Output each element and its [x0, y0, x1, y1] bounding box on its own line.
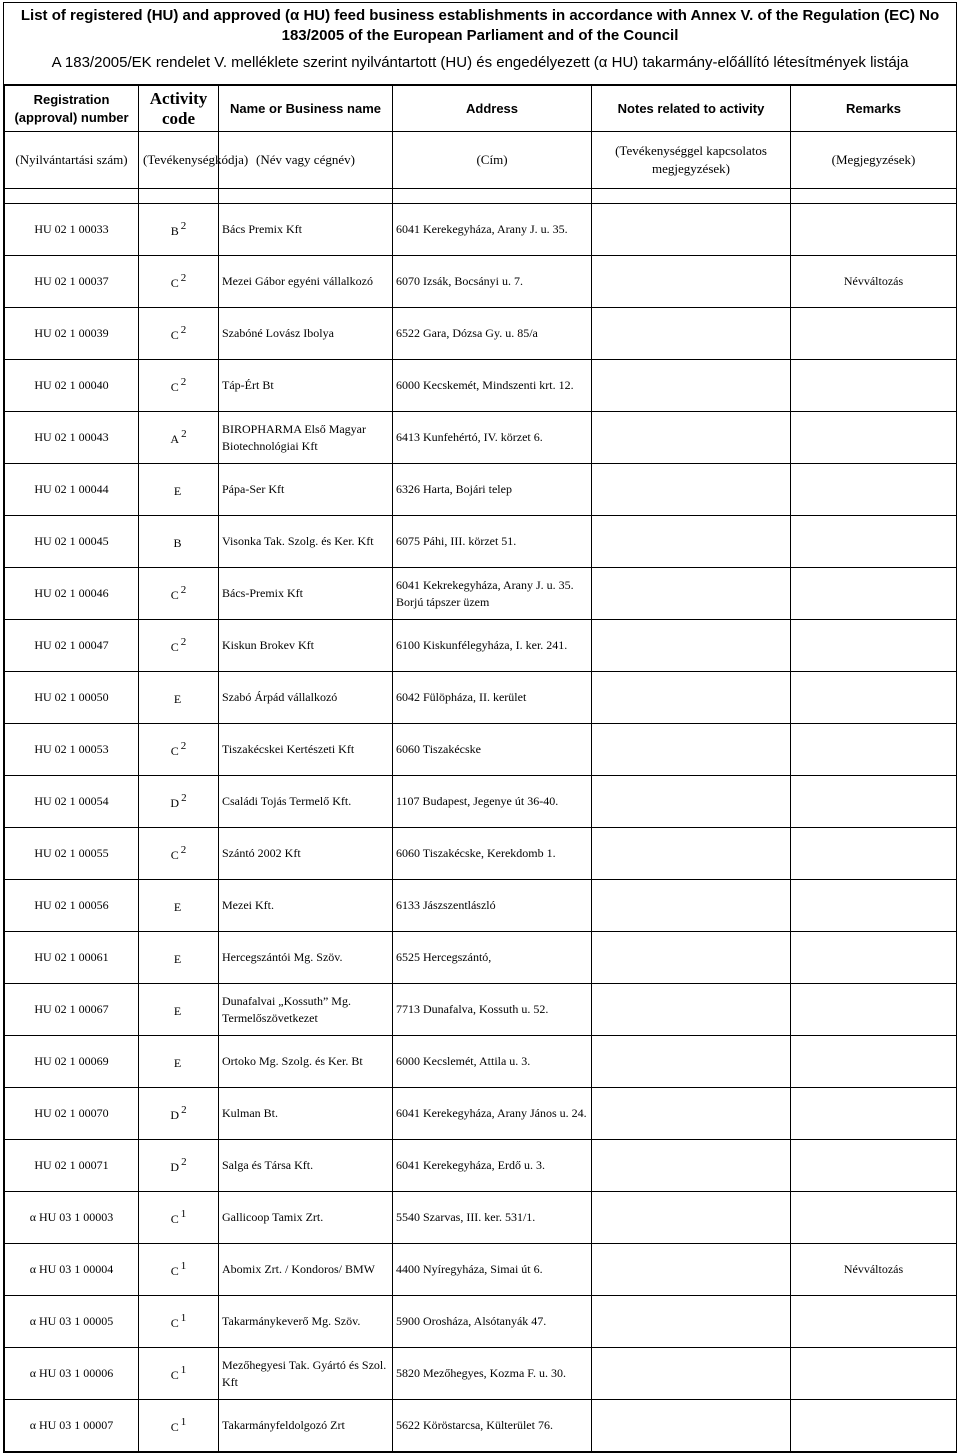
notes-cell — [592, 1400, 791, 1452]
notes-cell — [592, 984, 791, 1036]
activity-code-category: 1 — [180, 1416, 187, 1428]
business-name-cell: Kulman Bt. — [219, 1088, 393, 1140]
notes-cell — [592, 932, 791, 984]
registration-number-cell: HU 02 1 00045 — [5, 516, 139, 568]
activity-code-cell — [139, 932, 219, 984]
address-cell: 1107 Budapest, Jegenye út 36-40. — [393, 776, 592, 828]
registration-number-cell: HU 02 1 00044 — [5, 464, 139, 516]
activity-code-letter: C — [170, 1368, 179, 1382]
business-name-cell: Szántó 2002 Kft — [219, 828, 393, 880]
table-row — [5, 1244, 957, 1296]
registration-number-cell: HU 02 1 00069 — [5, 1036, 139, 1088]
business-name-cell: Pápa-Ser Kft — [219, 464, 393, 516]
activity-code-letter: E — [173, 1004, 182, 1018]
remarks-cell: Névváltozás — [791, 1244, 957, 1296]
business-name-cell: Takarmányfeldolgozó Zrt — [219, 1400, 393, 1452]
activity-code-category: 2 — [180, 272, 187, 284]
header-notes: Notes related to activity — [592, 86, 791, 132]
registration-number-cell: HU 02 1 00055 — [5, 828, 139, 880]
address-cell: 6041 Kerekegyháza, Arany János u. 24. — [393, 1088, 592, 1140]
notes-cell — [592, 256, 791, 308]
remarks-cell — [791, 932, 957, 984]
table-row — [5, 1036, 957, 1088]
registration-number-cell: α HU 03 1 00007 — [5, 1400, 139, 1452]
activity-code-category: 2 — [181, 1104, 187, 1116]
title-hungarian: A 183/2005/EK rendelet V. melléklete szerint nyilvántartott (HU) és engedélyezett (α HU) takarmány-előállító létesítmények listája — [51, 54, 909, 71]
notes-cell — [592, 1348, 791, 1400]
activity-code-category: 2 — [180, 740, 187, 752]
business-name-cell: Salga és Társa Kft. — [219, 1140, 393, 1192]
table-row — [5, 984, 957, 1036]
notes-cell — [592, 1036, 791, 1088]
activity-code-category: 2 — [181, 1156, 187, 1168]
remarks-cell — [791, 724, 957, 776]
activity-code-cell — [139, 360, 219, 412]
header-remarks: Remarks — [791, 86, 957, 132]
notes-cell — [592, 464, 791, 516]
activity-code-letter: E — [173, 952, 182, 966]
registration-number-cell: HU 02 1 00043 — [5, 412, 139, 464]
table-row — [5, 880, 957, 932]
registration-number-cell: HU 02 1 00033 — [5, 204, 139, 256]
address-cell: 6133 Jászszentlászló — [393, 880, 592, 932]
activity-code-letter: A — [170, 432, 180, 446]
activity-code-cell — [139, 1296, 219, 1348]
header-registration-hu: (Nyilvántartási szám) — [5, 132, 139, 189]
notes-cell — [592, 724, 791, 776]
table-row — [5, 1348, 957, 1400]
activity-code-category: 2 — [180, 636, 187, 648]
business-name-cell: Visonka Tak. Szolg. és Ker. Kft — [219, 516, 393, 568]
activity-code-letter: E — [173, 1056, 182, 1070]
business-name-cell: Családi Tojás Termelő Kft. — [219, 776, 393, 828]
table-row — [5, 308, 957, 360]
address-cell: 6000 Kecskemét, Mindszenti krt. 12. — [393, 360, 592, 412]
registration-number-cell: HU 02 1 00046 — [5, 568, 139, 620]
table-row — [5, 1088, 957, 1140]
activity-code-cell — [139, 776, 219, 828]
activity-code-letter: D — [170, 796, 180, 810]
activity-code-cell — [139, 1348, 219, 1400]
registration-number-cell: HU 02 1 00067 — [5, 984, 139, 1036]
header-address-hu: (Cím) — [393, 132, 592, 189]
address-cell: 6525 Hercegszántó, — [393, 932, 592, 984]
activity-code-cell — [139, 828, 219, 880]
table-row — [5, 620, 957, 672]
business-name-cell: Tiszakécskei Kertészeti Kft — [219, 724, 393, 776]
header-name-hu: (Név vagy cégnév) — [219, 132, 393, 189]
activity-code-category: 1 — [180, 1208, 187, 1220]
address-cell: 6000 Kecslemét, Attila u. 3. — [393, 1036, 592, 1088]
address-cell: 6060 Tiszakécske, Kerekdomb 1. — [393, 828, 592, 880]
table-row — [5, 464, 957, 516]
activity-code-letter: C — [170, 276, 179, 290]
table-row — [5, 724, 957, 776]
remarks-cell — [791, 1088, 957, 1140]
table-row — [5, 672, 957, 724]
activity-code-cell — [139, 308, 219, 360]
header-registration: Registration (approval) number — [5, 86, 139, 132]
remarks-cell — [791, 568, 957, 620]
address-cell: 5820 Mezőhegyes, Kozma F. u. 30. — [393, 1348, 592, 1400]
business-name-cell: Abomix Zrt. / Kondoros/ BMW — [219, 1244, 393, 1296]
header-activity-hu: (Tevékenységkódja) — [139, 132, 219, 189]
notes-cell — [592, 204, 791, 256]
business-name-cell: Ortoko Mg. Szolg. és Ker. Bt — [219, 1036, 393, 1088]
activity-code-cell — [139, 1244, 219, 1296]
registration-number-cell: HU 02 1 00071 — [5, 1140, 139, 1192]
business-name-cell: Bács Premix Kft — [219, 204, 393, 256]
activity-code-cell — [139, 204, 219, 256]
business-name-cell: Mezei Kft. — [219, 880, 393, 932]
registration-number-cell: HU 02 1 00054 — [5, 776, 139, 828]
table-row — [5, 412, 957, 464]
activity-code-letter: D — [170, 1108, 180, 1122]
remarks-cell — [791, 464, 957, 516]
address-cell: 7713 Dunafalva, Kossuth u. 52. — [393, 984, 592, 1036]
table-row — [5, 776, 957, 828]
address-cell: 5900 Orosháza, Alsótanyák 47. — [393, 1296, 592, 1348]
registration-number-cell: HU 02 1 00053 — [5, 724, 139, 776]
address-cell: 6522 Gara, Dózsa Gy. u. 85/a — [393, 308, 592, 360]
activity-code-letter: C — [170, 640, 179, 654]
notes-cell — [592, 1296, 791, 1348]
registration-number-cell: HU 02 1 00037 — [5, 256, 139, 308]
remarks-cell — [791, 620, 957, 672]
business-name-cell: Táp-Ért Bt — [219, 360, 393, 412]
title-block — [4, 3, 956, 85]
activity-code-letter: C — [170, 588, 179, 602]
remarks-cell — [791, 360, 957, 412]
registration-number-cell: α HU 03 1 00005 — [5, 1296, 139, 1348]
activity-code-category: 2 — [180, 584, 187, 596]
header-notes-hu: (Tevékenységgel kapcsolatos megjegyzések) — [592, 132, 791, 189]
remarks-cell — [791, 1140, 957, 1192]
document-page — [3, 2, 957, 1453]
address-cell: 6041 Kerekegyháza, Arany J. u. 35. — [393, 204, 592, 256]
registration-number-cell: HU 02 1 00039 — [5, 308, 139, 360]
activity-code-letter: C — [170, 1264, 179, 1278]
activity-code-cell — [139, 1036, 219, 1088]
activity-code-letter: D — [170, 1160, 180, 1174]
activity-code-letter: C — [170, 380, 179, 394]
notes-cell — [592, 516, 791, 568]
business-name-cell: Mezei Gábor egyéni vállalkozó — [219, 256, 393, 308]
activity-code-cell — [139, 1400, 219, 1452]
notes-cell — [592, 1088, 791, 1140]
address-cell: 6041 Kekrekegyháza, Arany J. u. 35. Borjú tápszer üzem — [393, 568, 592, 620]
activity-code-cell — [139, 672, 219, 724]
activity-code-cell — [139, 256, 219, 308]
activity-code-cell — [139, 464, 219, 516]
remarks-cell — [791, 1400, 957, 1452]
activity-code-category: 1 — [180, 1260, 187, 1272]
header-activity: Activity code — [139, 86, 219, 132]
table-row — [5, 256, 957, 308]
establishments-table — [4, 85, 957, 1452]
activity-code-category: 2 — [180, 376, 187, 388]
table-row — [5, 568, 957, 620]
notes-cell — [592, 828, 791, 880]
activity-code-category: 2 — [180, 324, 187, 336]
notes-cell — [592, 1140, 791, 1192]
business-name-cell: Kiskun Brokev Kft — [219, 620, 393, 672]
address-cell: 6060 Tiszakécske — [393, 724, 592, 776]
header-row-english — [5, 86, 957, 132]
table-row — [5, 828, 957, 880]
remarks-cell: Névváltozás — [791, 256, 957, 308]
address-cell: 5622 Köröstarcsa, Külterület 76. — [393, 1400, 592, 1452]
activity-code-category: 1 — [180, 1364, 187, 1376]
notes-cell — [592, 360, 791, 412]
notes-cell — [592, 672, 791, 724]
registration-number-cell: α HU 03 1 00003 — [5, 1192, 139, 1244]
address-cell: 6100 Kiskunfélegyháza, I. ker. 241. — [393, 620, 592, 672]
remarks-cell — [791, 672, 957, 724]
title-english: List of registered (HU) and approved (α HU) feed business establishments in accordance with Annex V. of the Regulation (EC) No 183/2005 of the European Parliament and of the Council — [20, 7, 940, 44]
table-row — [5, 204, 957, 256]
activity-code-category: 2 — [180, 220, 187, 232]
activity-code-category: 2 — [180, 844, 187, 856]
activity-code-cell — [139, 620, 219, 672]
activity-code-cell — [139, 516, 219, 568]
activity-code-letter: C — [170, 848, 179, 862]
activity-code-category: 2 — [181, 792, 187, 804]
activity-code-category: 2 — [181, 428, 187, 440]
remarks-cell — [791, 1296, 957, 1348]
business-name-cell: Szabóné Lovász Ibolya — [219, 308, 393, 360]
business-name-cell: Szabó Árpád vállalkozó — [219, 672, 393, 724]
address-cell: 5540 Szarvas, III. ker. 531/1. — [393, 1192, 592, 1244]
activity-code-letter: C — [170, 1316, 179, 1330]
remarks-cell — [791, 412, 957, 464]
activity-code-letter: B — [170, 224, 179, 238]
address-cell: 6075 Páhi, III. körzet 51. — [393, 516, 592, 568]
activity-code-cell — [139, 984, 219, 1036]
business-name-cell: BIROPHARMA Első Magyar Biotechnológiai Kft — [219, 412, 393, 464]
remarks-cell — [791, 1036, 957, 1088]
table-row — [5, 1192, 957, 1244]
registration-number-cell: HU 02 1 00040 — [5, 360, 139, 412]
address-cell: 6413 Kunfehértó, IV. körzet 6. — [393, 412, 592, 464]
header-spacer — [5, 189, 957, 204]
activity-code-letter: C — [170, 1420, 179, 1434]
activity-code-letter: C — [170, 744, 179, 758]
remarks-cell — [791, 984, 957, 1036]
header-row-hungarian — [5, 132, 957, 189]
notes-cell — [592, 412, 791, 464]
notes-cell — [592, 1244, 791, 1296]
business-name-cell: Gallicoop Tamix Zrt. — [219, 1192, 393, 1244]
notes-cell — [592, 568, 791, 620]
address-cell: 6070 Izsák, Bocsányi u. 7. — [393, 256, 592, 308]
notes-cell — [592, 308, 791, 360]
activity-code-cell — [139, 880, 219, 932]
address-cell: 6042 Fülöpháza, II. kerület — [393, 672, 592, 724]
remarks-cell — [791, 828, 957, 880]
table-row — [5, 360, 957, 412]
table-row — [5, 932, 957, 984]
activity-code-cell — [139, 1192, 219, 1244]
address-cell: 6041 Kerekegyháza, Erdő u. 3. — [393, 1140, 592, 1192]
registration-number-cell: HU 02 1 00070 — [5, 1088, 139, 1140]
table-row — [5, 516, 957, 568]
activity-code-letter: C — [170, 328, 179, 342]
registration-number-cell: α HU 03 1 00006 — [5, 1348, 139, 1400]
registration-number-cell: HU 02 1 00047 — [5, 620, 139, 672]
remarks-cell — [791, 1348, 957, 1400]
notes-cell — [592, 880, 791, 932]
activity-code-letter: E — [173, 900, 182, 914]
table-row — [5, 1400, 957, 1452]
table-row — [5, 1296, 957, 1348]
activity-code-cell — [139, 412, 219, 464]
business-name-cell: Mezőhegyesi Tak. Gyártó és Szol. Kft — [219, 1348, 393, 1400]
activity-code-cell — [139, 1088, 219, 1140]
business-name-cell: Dunafalvai „Kossuth” Mg. Termelőszövetkezet — [219, 984, 393, 1036]
remarks-cell — [791, 1192, 957, 1244]
business-name-cell: Hercegszántói Mg. Szöv. — [219, 932, 393, 984]
address-cell: 4400 Nyíregyháza, Simai út 6. — [393, 1244, 592, 1296]
remarks-cell — [791, 880, 957, 932]
address-cell: 6326 Harta, Bojári telep — [393, 464, 592, 516]
activity-code-letter: B — [173, 536, 182, 550]
header-name: Name or Business name — [219, 86, 393, 132]
registration-number-cell: α HU 03 1 00004 — [5, 1244, 139, 1296]
notes-cell — [592, 620, 791, 672]
header-remarks-hu: (Megjegyzések) — [791, 132, 957, 189]
table-row — [5, 1140, 957, 1192]
remarks-cell — [791, 204, 957, 256]
activity-code-letter: E — [173, 692, 182, 706]
remarks-cell — [791, 308, 957, 360]
activity-code-category: 1 — [180, 1312, 187, 1324]
notes-cell — [592, 776, 791, 828]
registration-number-cell: HU 02 1 00050 — [5, 672, 139, 724]
activity-code-letter: E — [173, 484, 182, 498]
activity-code-cell — [139, 1140, 219, 1192]
activity-code-cell — [139, 568, 219, 620]
remarks-cell — [791, 776, 957, 828]
activity-code-letter: C — [170, 1212, 179, 1226]
business-name-cell: Bács-Premix Kft — [219, 568, 393, 620]
header-address: Address — [393, 86, 592, 132]
registration-number-cell: HU 02 1 00056 — [5, 880, 139, 932]
activity-code-cell — [139, 724, 219, 776]
registration-number-cell: HU 02 1 00061 — [5, 932, 139, 984]
table-body — [5, 204, 957, 1452]
business-name-cell: Takarmánykeverő Mg. Szöv. — [219, 1296, 393, 1348]
notes-cell — [592, 1192, 791, 1244]
remarks-cell — [791, 516, 957, 568]
